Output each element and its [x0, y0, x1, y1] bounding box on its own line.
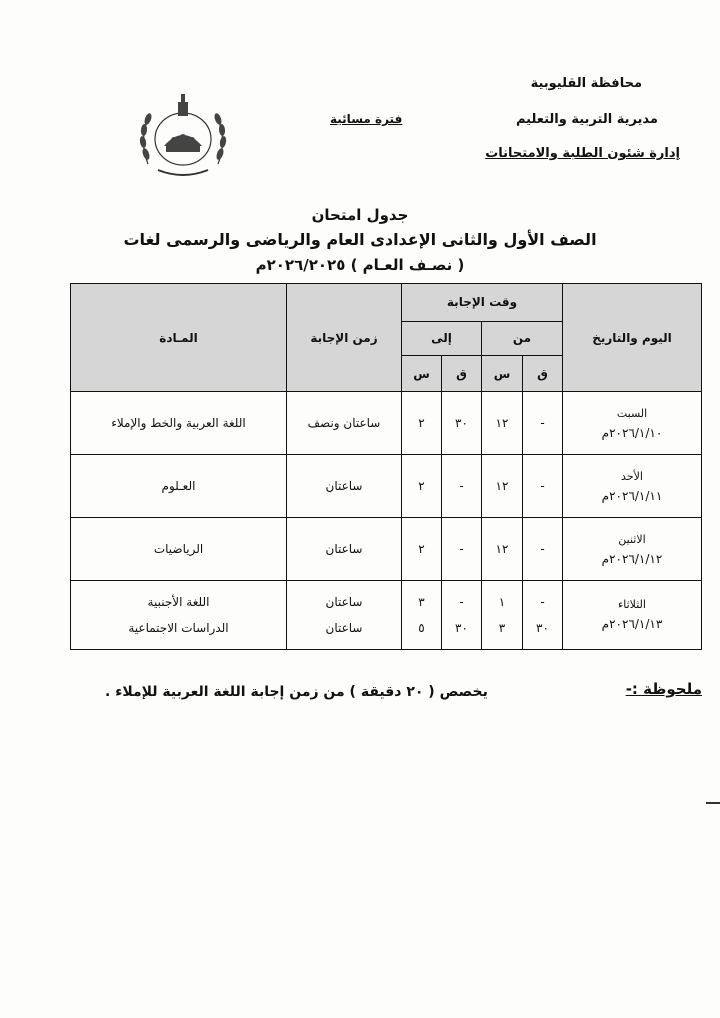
duration-value: ساعتان [325, 594, 363, 609]
to-s-value: ٣ [418, 594, 425, 609]
subject-cell: الرياضيات [71, 518, 287, 581]
from-q-cell: - [523, 455, 563, 518]
from-s-cell: ١٢ [482, 392, 523, 455]
day-name: الثلاثاء [618, 598, 646, 612]
header-subject: المـادة [71, 284, 287, 392]
day-name: السبت [616, 406, 648, 420]
header-day-date: اليوم والتاريخ [563, 284, 702, 392]
exam-date: ٢٠٢٦/١/١٣م [601, 617, 663, 632]
administration-name: إدارة شئون الطلبة والامتحانات [485, 146, 680, 161]
directorate-name: مديرية التربية والتعليم [515, 112, 658, 127]
subject-cell: اللغة العربية والخط والإملاء [71, 392, 287, 455]
duration-cell: ساعتان [287, 518, 402, 581]
exam-date: ٢٠٢٦/١/١١م [601, 488, 663, 503]
day-name: الاثنين [618, 532, 646, 546]
header-from-s: س [482, 355, 523, 391]
from-s-value: ١ [498, 594, 506, 609]
header-to: إلى [402, 321, 482, 355]
from-s-cell: ١٢ [482, 518, 523, 581]
to-s-cell: ٢ [402, 392, 442, 455]
governorate-name: محافظة القليوبية [530, 76, 642, 91]
from-s-value-2: ٣ [498, 620, 506, 635]
day-date-cell [563, 392, 702, 455]
to-s-value-2: ٥ [418, 620, 425, 635]
subject-value-2: الدراسات الاجتماعية [128, 620, 229, 635]
from-q-cell: - [523, 392, 563, 455]
exam-date: ٢٠٢٦/١/١٠م [601, 425, 663, 440]
schedule-title: جدول امتحان [311, 206, 409, 224]
note-text: يخصص ( ٢٠ دقيقة ) من زمن إجابة اللغة العربية للإملاء . [105, 684, 488, 700]
day-name: الأحد [621, 469, 643, 483]
to-q-cell [442, 580, 482, 649]
header-to-q: ق [442, 355, 482, 391]
table-row [71, 518, 702, 581]
to-s-cell: ٢ [402, 455, 442, 518]
edge-mark [706, 802, 720, 804]
to-q-cell: - [442, 518, 482, 581]
exam-schedule-table [70, 283, 702, 650]
from-q-value: - [540, 594, 545, 609]
schedule-term: ( نصـف العـام ) ٢٠٢٦/٢٠٢٥م [255, 256, 465, 274]
from-q-value-2: ٣٠ [536, 620, 549, 635]
exam-date: ٢٠٢٦/١/١٢م [601, 551, 663, 566]
table-row [71, 455, 702, 518]
day-date-cell [563, 455, 702, 518]
duration-cell [287, 580, 402, 649]
from-s-cell: ١٢ [482, 455, 523, 518]
day-date-cell [563, 580, 702, 649]
exam-period: فترة مسائية [330, 112, 403, 126]
from-q-cell [523, 580, 563, 649]
subject-value: اللغة الأجنبية [147, 594, 210, 609]
duration-cell: ساعتان ونصف [287, 392, 402, 455]
subject-cell [71, 580, 287, 649]
table-row [71, 580, 702, 649]
header-answer-time: وقت الإجابة [402, 284, 563, 322]
to-q-value: - [459, 594, 464, 609]
header-to-s: س [402, 355, 442, 391]
day-date-cell [563, 518, 702, 581]
note-label: ملحوظة :- [625, 680, 702, 698]
header-from-q: ق [523, 355, 563, 391]
schedule-grades: الصف الأول والثانى الإعدادى العام والرياضى والرسمى لغات [123, 230, 597, 249]
header-duration: زمن الإجابة [287, 284, 402, 392]
from-s-cell [482, 580, 523, 649]
from-q-cell: - [523, 518, 563, 581]
to-q-cell: - [442, 455, 482, 518]
to-q-value-2: ٣٠ [455, 620, 468, 635]
to-s-cell [402, 580, 442, 649]
subject-cell: العـلوم [71, 455, 287, 518]
table-row [71, 392, 702, 455]
to-s-cell: ٢ [402, 518, 442, 581]
duration-value-2: ساعتان [325, 620, 363, 635]
ministry-seal-logo [128, 84, 238, 184]
to-q-cell: ٣٠ [442, 392, 482, 455]
duration-cell: ساعتان [287, 455, 402, 518]
header-from: من [482, 321, 563, 355]
